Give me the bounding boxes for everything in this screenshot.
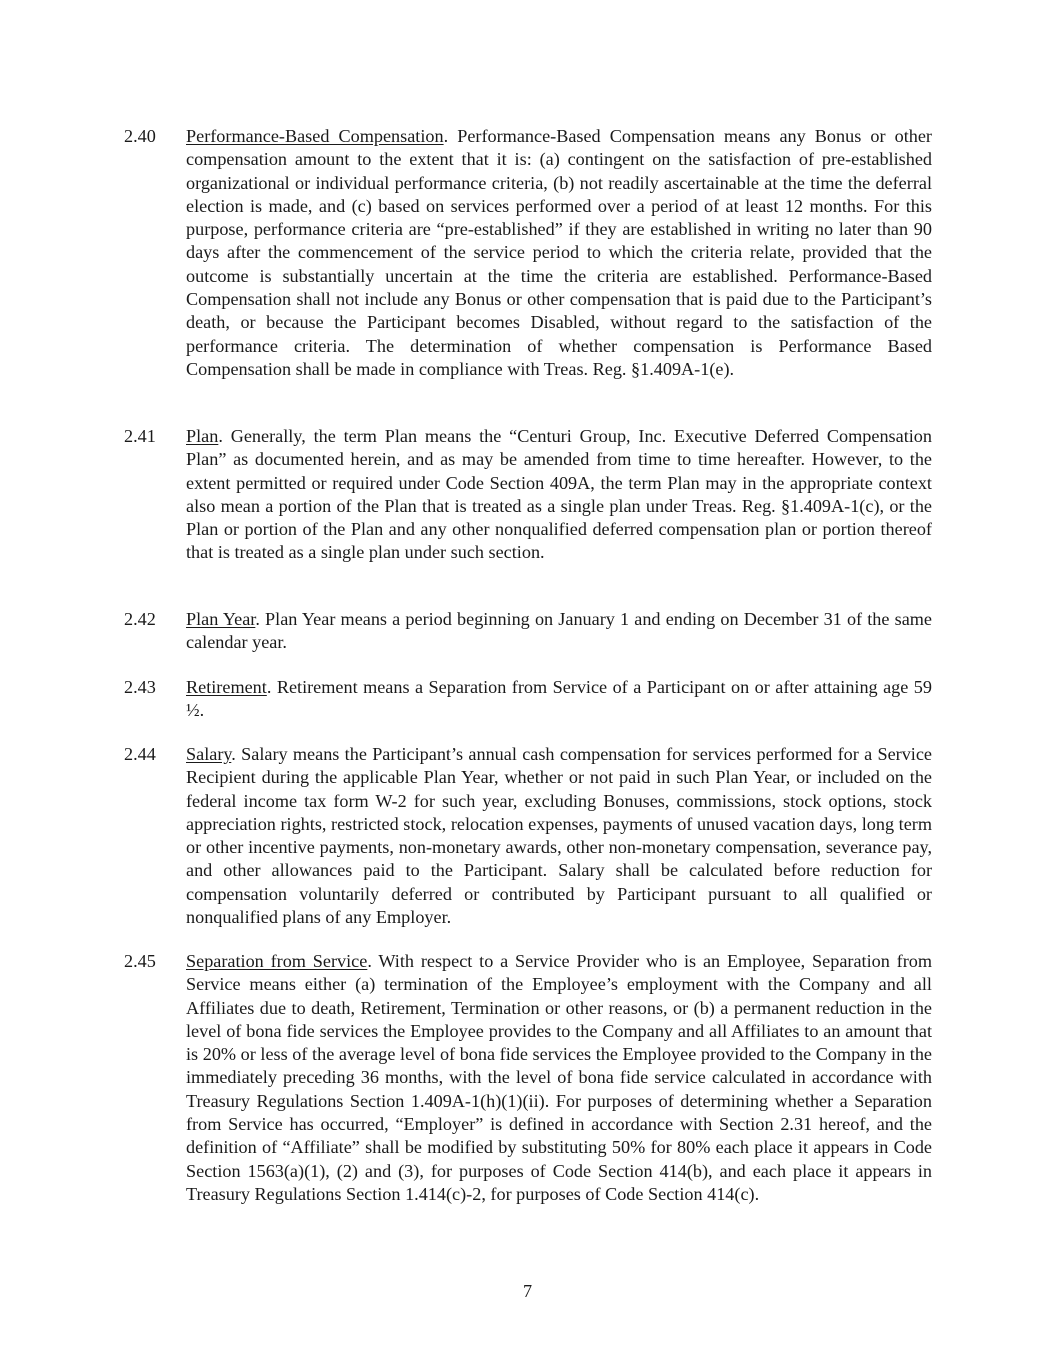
section-2-41 [124, 425, 932, 565]
section-title: Salary [186, 744, 232, 764]
section-number: 2.44 [124, 744, 156, 764]
section-number: 2.40 [124, 126, 156, 146]
section-number: 2.42 [124, 609, 156, 629]
section-title: Separation from Service [186, 951, 368, 971]
section-number: 2.43 [124, 677, 156, 697]
section-2-43 [124, 676, 932, 723]
section-text: . Performance-Based Compensation means any Bonus or other compensation amount to the extent that it is: (a) contingent on the satisfaction of pre-established organizational or individual performance criteria, (b) not readily ascertainable at the time the deferral election is made, and (c) based on services performed over a period of at least 12 months. For this purpose, performance criteria are “pre-established” if they are established in writing no later than 90 days after the commencement of the service period to which the criteria relate, provided that the outcome is substantially uncertain at the time the criteria are established. Performance-Based Compensation shall not include any Bonus or other compensation that is paid due to the Participant’s death, or because the Participant becomes Disabled, without regard to the satisfaction of the performance criteria. The determination of whether compensation is Performance Based Compensation shall be made in compliance with Treas. Reg. §1.409A-1(e). [186, 126, 932, 379]
section-body [186, 676, 932, 723]
section-text: . Retirement means a Separation from Service of a Participant on or after attaining age 59 ½. [186, 677, 932, 721]
section-body [186, 743, 932, 929]
section-2-40 [124, 125, 932, 381]
section-2-42 [124, 608, 932, 655]
section-text: . With respect to a Service Provider who is an Employee, Separation from Service means either (a) termination of the Employee’s employment with the Company and all Affiliates due to death, Retirement, Termination or other reasons, or (b) a permanent reduction in the level of bona fide services the Employee provides to the Company and all Affiliates to an amount that is 20% or less of the average level of bona fide services the Employee provided to the Company in the immediately preceding 36 months, with the level of bona fide service calculated in accordance with Treasury Regulations Section 1.409A-1(h)(1)(ii). For purposes of determining whether a Separation from Service has occurred, “Employer” is defined in accordance with Section 2.31 hereof, and the definition of “Affiliate” shall be modified by substituting 50% for 80% each place it appears in Code Section 1563(a)(1), (2) and (3), for purposes of Code Section 414(b), and each place it appears in Treasury Regulations Section 1.414(c)-2, for purposes of Code Section 414(c). [186, 951, 933, 1204]
section-title: Retirement [186, 677, 267, 697]
page-number: 7 [522, 1281, 533, 1301]
section-2-44 [124, 743, 932, 929]
section-2-45 [124, 950, 932, 1206]
section-title: Plan Year [186, 609, 256, 629]
section-body [186, 125, 932, 381]
section-text: . Generally, the term Plan means the “Centuri Group, Inc. Executive Deferred Compensation Plan” as documented herein, and as may be amended from time to time hereafter. However, to the extent permitted or required under Code Section 409A, the term Plan may in the appropriate context also mean a portion of the Plan that is treated as a single plan under Treas. Reg. §1.409A-1(c), or the Plan or portion of the Plan and any other nonqualified deferred compensation plan or portion thereof that is treated as a single plan under such section. [186, 426, 932, 563]
section-body [186, 950, 932, 1206]
section-text: . Salary means the Participant’s annual cash compensation for services performed for a Service Recipient during the applicable Plan Year, whether or not paid in such Plan Year, or included on the federal income tax form W-2 for such year, excluding Bonuses, commissions, stock options, stock appreciation rights, restricted stock, relocation expenses, payments of unused vacation days, long term or other incentive payments, non-monetary awards, other non-monetary compensation, severance pay, and other allowances paid to the Participant. Salary shall be calculated before reduction for compensation voluntarily deferred or contributed by Participant pursuant to all qualified or nonqualified plans of any Employer. [186, 744, 932, 928]
section-title: Performance-Based Compensation [186, 126, 444, 146]
section-body [186, 425, 932, 565]
section-title: Plan [186, 426, 219, 446]
section-number: 2.45 [124, 951, 156, 971]
section-text: . Plan Year means a period beginning on January 1 and ending on December 31 of the same calendar year. [186, 609, 933, 653]
section-body [186, 608, 932, 655]
section-number: 2.41 [124, 426, 156, 446]
